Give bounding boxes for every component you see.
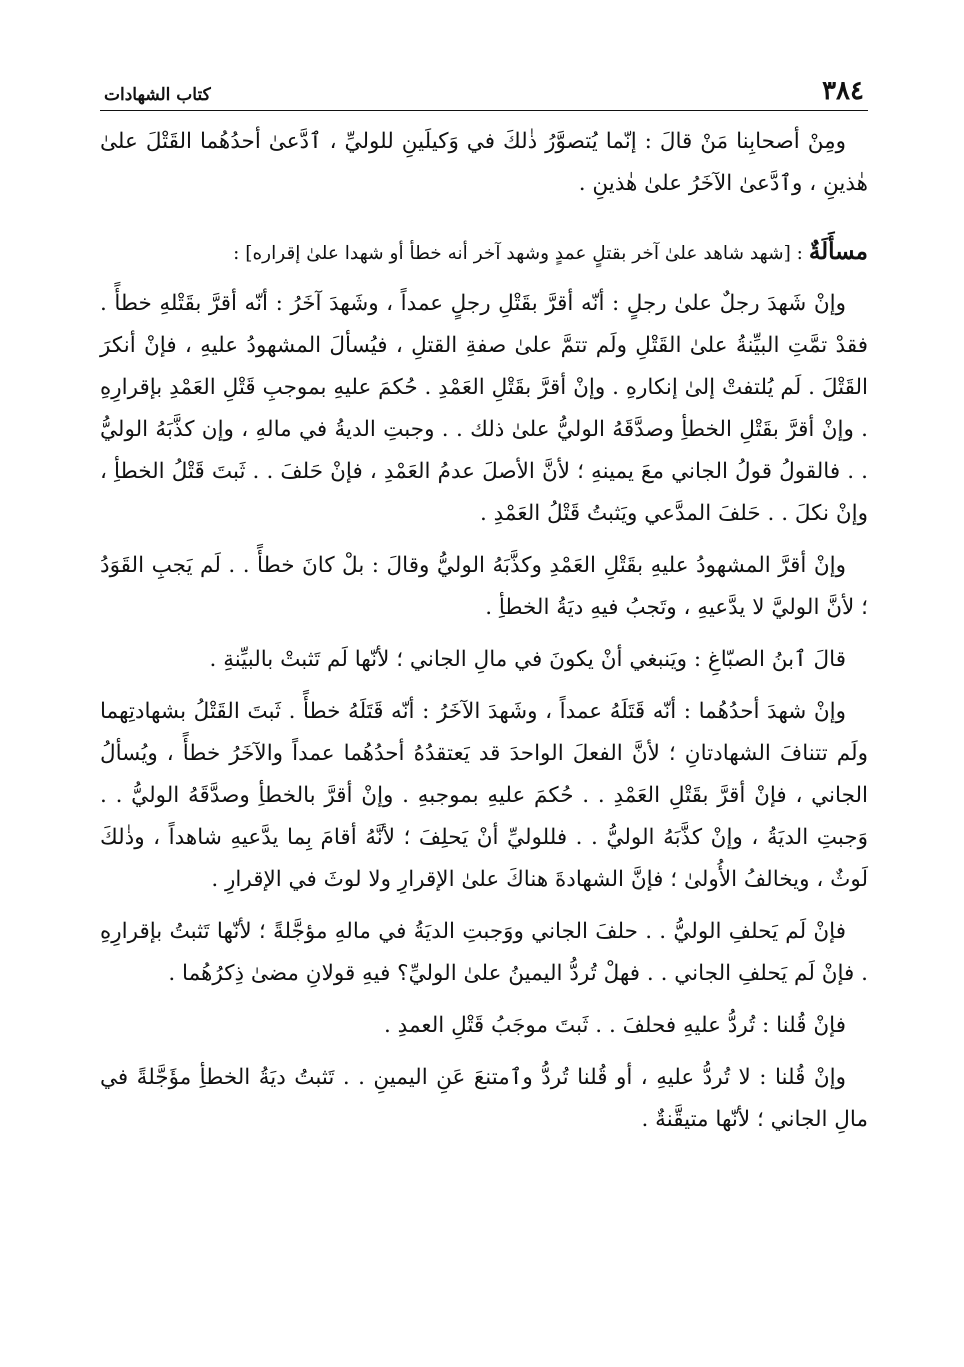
paragraph: ومِنْ أصحابِنا مَنْ قالَ : إنّما يُتصوَّرُ ذٰلكَ في وَكيلَينِ للوليِّ ، ٱدَّعىٰ أحدُهُما القَتْلَ علىٰ هٰذينِ ، وٱدَّعىٰ الآخَرُ علىٰ هٰذينِ . (100, 129, 868, 196)
issue-heading (100, 231, 868, 275)
paragraph: وإنْ شهدَ أحدُهُما : أنّه قَتَلَهُ عمداً ، وشَهدَ الآخَرُ : أنّه قَتَلَهُ خطأً . ثَبتَ القَتْلُ بشهادتِهما ولَم تتنافَ الشهادتانِ ؛ لأنَّ الفعلَ الواحدَ قد يَعتقدُهُ أحدُهُما عمداً والآخَرُ خطأً ، ويُسألُ الجاني ، فإنْ أقرَّ بقَتْلِ العَمْدِ . . حُكمَ عليهِ بموجبهِ . وإنْ أقرَّ بالخطأِ وصدَّقَهُ الوليُّ . . وَجبتِ الديَةُ ، وإنْ كذَّبَهُ الوليُّ . . فللوليِّ أنْ يَحلِفَ ؛ لأنَّهُ أقامَ بِما يدَّعيهِ شاهداً ، وذٰلكَ لَوثٌ ، ويخالفُ الأُولىٰ ؛ فإنَّ الشهادةَ هناكَ علىٰ الإقرارِ ولا لوثَ في الإقرارِ . (100, 699, 868, 892)
paragraph: قالَ ٱبنُ الصبّاغِ : ويَنبغي أنْ يكونَ في مالِ الجاني ؛ لأنّها لَم تَثبتْ بالبيِّنةِ . (209, 647, 846, 672)
page-header (100, 70, 868, 111)
issue-title: : [شهد شاهد علىٰ آخر بقتلٍ عمدٍ وشهد آخر أنه خطأ أو شهدا علىٰ إقراره] : (233, 243, 803, 264)
page-number: ٣٨٤ (822, 76, 864, 106)
paragraph: وإنْ شَهدَ رجلٌ علىٰ رجلٍ : أنّه أقرَّ بقَتْلِ رجلٍ عمداً ، وشَهدَ آخَرُ : أنّه أقرَّ بقَتْلهِ خطأً . فقدْ تمَّتِ البيِّنةُ علىٰ القَتْلِ ولَم تتمَّ علىٰ صفةِ القتلِ ، فيُسألَ المشهودُ عليهِ ، فإنْ أنكرَ القَتْلَ . لَم يُلتفتْ إلىٰ إنكارهِ . وإنْ أقرَّ بقَتْلِ العَمْدِ . حُكمَ عليهِ بموجبِ قَتْلِ العَمْدِ بإقرارِهِ . وإنْ أقرَّ بقَتْلِ الخطأِ وصدَّقَهُ الوليُّ علىٰ ذلك . . وجبتِ الديةُ في مالهِ ، وإن كذَّبَهُ الوليُّ . . فالقولُ قولُ الجاني معَ يمينهِ ؛ لأنَّ الأصلَ عدمُ العَمْدِ ، فإنْ حَلفَ . . ثَبتَ قَتْلُ الخطأِ ، وإنْ نكلَ . . حَلفَ المدَّعي ويَثبتُ قَتْلُ العَمْدِ . (100, 291, 868, 526)
paragraph: فإنْ لَم يَحلفِ الوليُّ . . حلفَ الجاني ووَجبتِ الديَةُ في مالهِ مؤجَّلةً ؛ لأنّها تَثبتُ بإقرارِهِ . فإنْ لَم يَحلفِ الجاني . . فهلْ تُردُّ اليمينُ علىٰ الوليِّ؟ فيهِ قولانِ مضىٰ ذِكرُهُما . (100, 919, 868, 986)
issue-label: مسأَلَةٌ (808, 238, 868, 265)
running-title: كتاب الشهادات (104, 85, 211, 105)
book-page (100, 70, 868, 1307)
paragraph: وإنْ أقرَّ المشهودُ عليهِ بقَتْلِ العَمْدِ وكذَّبَهُ الوليُّ وقالَ : بلْ كانَ خطأً . . لَم يَجبِ القَوَدُ ؛ لأنَّ الوليَّ لا يدَّعيهِ ، وتَجبُ فيهِ ديَةُ الخطأِ . (100, 553, 868, 620)
paragraph: فإنْ قُلنا : تُردُّ عليهِ فحلفَ . . ثَبتَ موجَبُ قَتْلِ العمدِ . (384, 1013, 846, 1038)
page-body (100, 121, 868, 1141)
paragraph: وإنْ قُلنا : لا تُردُّ عليهِ ، أو قُلنا تُردُّ وٱمتنعَ عَنِ اليمينِ . . تَثبتُ ديَةُ الخطأِ مؤَجَّلةً في مالِ الجاني ؛ لأنّها متيقَّنةٌ . (100, 1065, 868, 1132)
